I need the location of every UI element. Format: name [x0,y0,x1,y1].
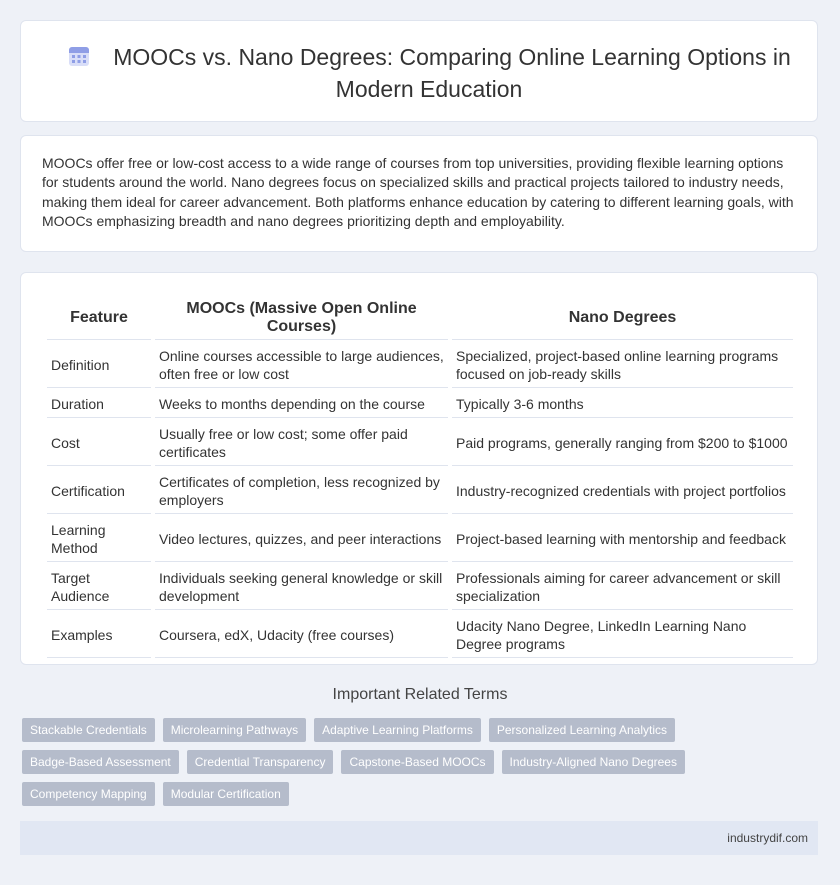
row-feature: Cost [47,420,151,466]
calendar-icon [67,44,91,75]
tag-badge-based-assessment[interactable]: Badge-Based Assessment [22,750,179,774]
page-title-wrap [51,43,807,104]
row-nano-value: Professionals aiming for career advancement or skill specialization [452,564,793,610]
table-row [47,468,793,514]
comparison-table [43,295,797,660]
page-title: MOOCs vs. Nano Degrees: Comparing Online Learning Options in Modern Education [113,44,791,102]
table-row [47,420,793,466]
row-moocs-value: Weeks to months depending on the course [155,390,448,418]
row-feature: Target Audience [47,564,151,610]
row-nano-value: Udacity Nano Degree, LinkedIn Learning Nano Degree programs [452,612,793,658]
row-nano-value: Specialized, project-based online learning programs focused on job-ready skills [452,342,793,388]
row-feature: Examples [47,612,151,658]
tag-competency-mapping[interactable]: Competency Mapping [22,782,155,806]
row-feature: Definition [47,342,151,388]
related-terms-tags [22,718,822,806]
row-nano-value: Paid programs, generally ranging from $200 to $1000 [452,420,793,466]
tag-stackable-credentials[interactable]: Stackable Credentials [22,718,155,742]
tag-capstone-based-moocs[interactable]: Capstone-Based MOOCs [341,750,493,774]
table-row [47,612,793,658]
related-terms-title: Important Related Terms [332,686,508,703]
row-nano-value: Typically 3-6 months [452,390,793,418]
title-card [20,20,818,122]
row-nano-value: Industry-recognized credentials with project portfolios [452,468,793,514]
intro-paragraph: MOOCs offer free or low-cost access to a wide range of courses from top universities, providing flexible learning options for students around the world. Nano degrees focus on specialized skills and practical projects tailored to industry needs, making them ideal for career advancement. Both platforms enhance education by catering to different learning goals, with MOOCs emphasizing breadth and nano degrees prioritizing depth and employability. [42,155,794,229]
comparison-card [20,272,818,665]
tag-microlearning-pathways[interactable]: Microlearning Pathways [163,718,306,742]
row-moocs-value: Usually free or low cost; some offer paid certificates [155,420,448,466]
header-moocs: MOOCs (Massive Open Online Courses) [155,297,448,340]
header-nano-degrees: Nano Degrees [452,297,793,340]
table-row [47,342,793,388]
footer-site-link[interactable]: industrydif.com [727,831,808,845]
table-row [47,390,793,418]
tag-adaptive-learning-platforms[interactable]: Adaptive Learning Platforms [314,718,481,742]
table-row [47,516,793,562]
tag-industry-aligned-nano-degrees[interactable]: Industry-Aligned Nano Degrees [502,750,685,774]
table-row [47,564,793,610]
row-feature: Learning Method [47,516,151,562]
row-feature: Certification [47,468,151,514]
row-moocs-value: Online courses accessible to large audiences, often free or low cost [155,342,448,388]
tag-credential-transparency[interactable]: Credential Transparency [187,750,334,774]
tag-modular-certification[interactable]: Modular Certification [163,782,289,806]
row-moocs-value: Coursera, edX, Udacity (free courses) [155,612,448,658]
row-moocs-value: Certificates of completion, less recognized by employers [155,468,448,514]
row-moocs-value: Individuals seeking general knowledge or skill development [155,564,448,610]
row-feature: Duration [47,390,151,418]
footer [20,821,818,855]
row-moocs-value: Video lectures, quizzes, and peer interactions [155,516,448,562]
table-header-row [47,297,793,340]
header-feature: Feature [47,297,151,340]
row-nano-value: Project-based learning with mentorship and feedback [452,516,793,562]
intro-card [20,135,818,252]
tag-personalized-learning-analytics[interactable]: Personalized Learning Analytics [489,718,675,742]
